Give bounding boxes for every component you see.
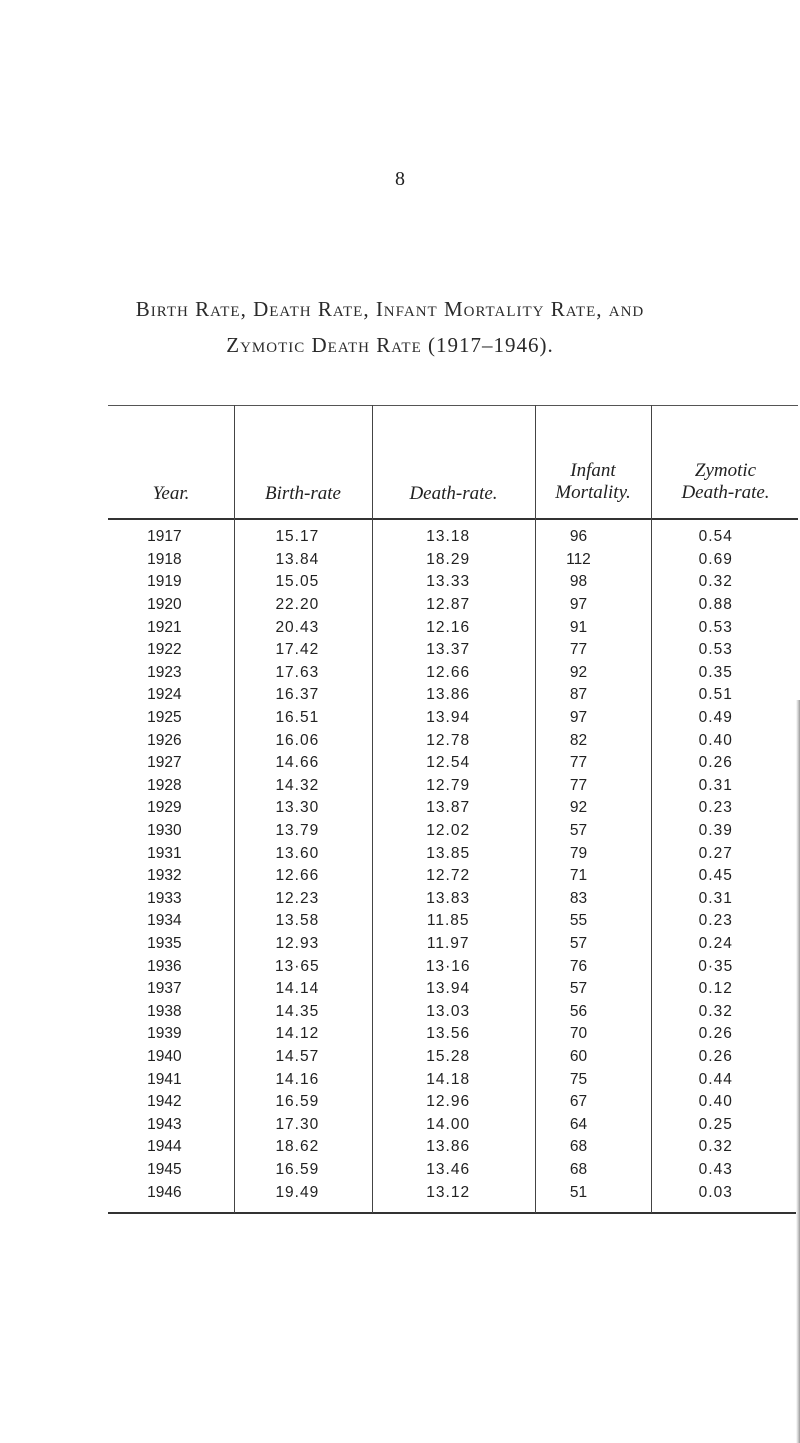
cell-death-rate: 13.86	[426, 686, 471, 704]
table-row	[105, 888, 800, 911]
table-row	[105, 978, 800, 1001]
cell-infant-mortality: 83	[569, 889, 588, 907]
table-row	[105, 933, 800, 956]
table-row	[105, 707, 800, 730]
table-row	[105, 1136, 800, 1159]
cell-death-rate: 13.94	[426, 980, 471, 998]
cell-zymotic-death-rate: 0.23	[698, 799, 733, 817]
cell-birth-rate: 13.84	[275, 550, 320, 568]
cell-infant-mortality: 57	[569, 822, 588, 840]
cell-year: 1945	[147, 1160, 182, 1178]
cell-birth-rate: 15.17	[275, 528, 320, 546]
cell-year: 1929	[147, 799, 182, 817]
table-row	[105, 820, 800, 843]
cell-year: 1918	[147, 550, 182, 568]
cell-death-rate: 13.18	[426, 528, 471, 546]
cell-zymotic-death-rate: 0.51	[698, 686, 733, 704]
cell-death-rate: 15.28	[426, 1047, 471, 1065]
cell-zymotic-death-rate: 0.31	[698, 776, 733, 794]
cell-year: 1930	[147, 822, 182, 840]
cell-death-rate: 13.56	[426, 1025, 471, 1043]
table-row	[105, 1113, 800, 1136]
cell-zymotic-death-rate: 0.39	[698, 822, 733, 840]
cell-birth-rate: 14.16	[275, 1070, 320, 1088]
header-year-label: Year.	[152, 483, 190, 504]
table-row	[105, 752, 800, 775]
table-row	[105, 1091, 800, 1114]
header-infant-line-2: Mortality.	[555, 482, 631, 503]
cell-infant-mortality: 75	[569, 1070, 588, 1088]
header-zymotic-death-rate	[651, 460, 800, 504]
cell-birth-rate: 14.35	[275, 1002, 320, 1020]
cell-death-rate: 14.00	[426, 1115, 471, 1133]
cell-infant-mortality: 55	[569, 912, 588, 930]
cell-year: 1922	[147, 641, 182, 659]
cell-death-rate: 12.78	[426, 731, 471, 749]
cell-zymotic-death-rate: 0.32	[698, 1138, 733, 1156]
cell-year: 1935	[147, 934, 182, 952]
cell-death-rate: 12.66	[426, 663, 471, 681]
cell-death-rate: 12.02	[426, 822, 471, 840]
bottom-rule	[108, 1212, 798, 1214]
cell-birth-rate: 16.51	[275, 709, 320, 727]
cell-infant-mortality: 77	[569, 641, 588, 659]
cell-zymotic-death-rate: 0·35	[698, 957, 734, 975]
cell-infant-mortality: 97	[569, 709, 588, 727]
cell-birth-rate: 13.58	[275, 912, 320, 930]
table-row	[105, 1046, 800, 1069]
cell-year: 1932	[147, 867, 182, 885]
cell-birth-rate: 17.42	[275, 641, 320, 659]
table-row	[105, 842, 800, 865]
table-row	[105, 684, 800, 707]
cell-death-rate: 12.79	[426, 776, 471, 794]
table-row	[105, 1000, 800, 1023]
cell-infant-mortality: 68	[569, 1138, 588, 1156]
cell-birth-rate: 13·65	[275, 957, 320, 975]
cell-year: 1925	[147, 709, 182, 727]
header-birth-rate	[234, 483, 372, 505]
cell-year: 1938	[147, 1002, 182, 1020]
cell-zymotic-death-rate: 0.53	[698, 641, 733, 659]
cell-birth-rate: 16.59	[275, 1093, 320, 1111]
cell-zymotic-death-rate: 0.03	[698, 1183, 733, 1201]
table-row	[105, 775, 800, 798]
header-zymotic-line-1: Zymotic	[694, 460, 757, 481]
header-death-rate	[372, 483, 535, 505]
cell-infant-mortality: 71	[569, 867, 588, 885]
top-rule	[108, 405, 798, 406]
cell-birth-rate: 14.66	[275, 754, 320, 772]
cell-zymotic-death-rate: 0.32	[698, 1002, 733, 1020]
cell-birth-rate: 16.59	[275, 1160, 320, 1178]
cell-birth-rate: 14.57	[275, 1047, 320, 1065]
cell-infant-mortality: 60	[569, 1047, 588, 1065]
table-row	[105, 797, 800, 820]
cell-year: 1933	[147, 889, 182, 907]
cell-year: 1940	[147, 1047, 182, 1065]
cell-year: 1934	[147, 912, 182, 930]
cell-death-rate: 13.94	[426, 709, 471, 727]
cell-birth-rate: 20.43	[275, 618, 320, 636]
cell-infant-mortality: 70	[569, 1025, 588, 1043]
table-row	[105, 910, 800, 933]
cell-death-rate: 11.85	[426, 912, 470, 930]
cell-birth-rate: 22.20	[275, 596, 320, 614]
cell-birth-rate: 15.05	[275, 573, 320, 591]
cell-birth-rate: 13.30	[275, 799, 320, 817]
cell-death-rate: 13.83	[426, 889, 471, 907]
cell-year: 1926	[147, 731, 182, 749]
table-row	[105, 594, 800, 617]
table-row	[105, 662, 800, 685]
cell-zymotic-death-rate: 0.27	[698, 844, 733, 862]
table-row	[105, 1068, 800, 1091]
table-row	[105, 955, 800, 978]
cell-death-rate: 12.72	[426, 867, 471, 885]
cell-birth-rate: 17.63	[275, 663, 320, 681]
cell-year: 1919	[147, 573, 182, 591]
table-row	[105, 865, 800, 888]
table-title-line-2: Zymotic Death Rate (1917–1946).	[226, 333, 554, 357]
cell-death-rate: 13.87	[426, 799, 471, 817]
cell-death-rate: 13.03	[426, 1002, 471, 1020]
cell-birth-rate: 16.06	[275, 731, 320, 749]
cell-zymotic-death-rate: 0.26	[698, 1025, 733, 1043]
table-row	[105, 639, 800, 662]
cell-zymotic-death-rate: 0.25	[698, 1115, 733, 1133]
cell-infant-mortality: 92	[569, 799, 588, 817]
cell-infant-mortality: 64	[569, 1115, 588, 1133]
cell-infant-mortality: 97	[569, 596, 588, 614]
page-number: 8	[395, 168, 405, 190]
cell-infant-mortality: 91	[569, 618, 588, 636]
cell-zymotic-death-rate: 0.49	[698, 709, 733, 727]
cell-zymotic-death-rate: 0.44	[698, 1070, 733, 1088]
cell-birth-rate: 14.14	[275, 980, 320, 998]
cell-infant-mortality: 112	[566, 550, 591, 568]
cell-infant-mortality: 67	[569, 1093, 588, 1111]
cell-zymotic-death-rate: 0.23	[698, 912, 733, 930]
cell-infant-mortality: 76	[569, 957, 588, 975]
header-death-rate-label: Death-rate.	[409, 483, 498, 504]
cell-zymotic-death-rate: 0.12	[698, 980, 733, 998]
cell-zymotic-death-rate: 0.69	[698, 550, 733, 568]
table-row	[105, 571, 800, 594]
cell-year: 1939	[147, 1025, 182, 1043]
cell-infant-mortality: 87	[569, 686, 588, 704]
cell-zymotic-death-rate: 0.26	[698, 1047, 733, 1065]
header-birth-rate-label: Birth-rate	[265, 483, 341, 504]
cell-death-rate: 18.29	[426, 550, 471, 568]
cell-zymotic-death-rate: 0.31	[698, 889, 733, 907]
cell-year: 1941	[147, 1070, 182, 1088]
cell-zymotic-death-rate: 0.35	[698, 663, 733, 681]
header-year	[108, 483, 234, 505]
cell-year: 1921	[147, 618, 182, 636]
cell-infant-mortality: 77	[569, 776, 588, 794]
cell-year: 1923	[147, 663, 182, 681]
cell-birth-rate: 12.93	[275, 934, 320, 952]
cell-birth-rate: 19.49	[275, 1183, 320, 1201]
cell-zymotic-death-rate: 0.54	[698, 528, 733, 546]
header-infant-mortality	[535, 460, 651, 504]
header-rule	[108, 518, 798, 520]
table-row	[105, 729, 800, 752]
cell-infant-mortality: 68	[569, 1160, 588, 1178]
rates-table-body	[105, 526, 800, 1204]
table-title-line-1: Birth Rate, Death Rate, Infant Mortality Rate, and	[135, 297, 645, 321]
cell-death-rate: 12.96	[426, 1093, 471, 1111]
cell-zymotic-death-rate: 0.26	[698, 754, 733, 772]
table-row	[105, 549, 800, 572]
cell-birth-rate: 13.60	[275, 844, 320, 862]
cell-death-rate: 13.33	[426, 573, 471, 591]
cell-infant-mortality: 57	[569, 934, 588, 952]
cell-year: 1924	[147, 686, 182, 704]
cell-year: 1936	[147, 957, 182, 975]
header-zymotic-line-2: Death-rate.	[681, 482, 770, 503]
cell-zymotic-death-rate: 0.24	[698, 934, 733, 952]
cell-birth-rate: 12.23	[275, 889, 320, 907]
cell-infant-mortality: 92	[569, 663, 588, 681]
cell-year: 1920	[147, 596, 182, 614]
cell-year: 1942	[147, 1093, 182, 1111]
cell-death-rate: 11.97	[426, 934, 470, 952]
cell-zymotic-death-rate: 0.32	[698, 573, 733, 591]
header-infant-line-1: Infant	[570, 460, 616, 481]
cell-year: 1931	[147, 844, 182, 862]
table-row	[105, 1159, 800, 1182]
cell-death-rate: 12.54	[426, 754, 471, 772]
cell-infant-mortality: 57	[569, 980, 588, 998]
cell-year: 1927	[147, 754, 182, 772]
cell-infant-mortality: 96	[569, 528, 588, 546]
cell-death-rate: 14.18	[426, 1070, 471, 1088]
table-row	[105, 616, 800, 639]
cell-birth-rate: 13.79	[275, 822, 320, 840]
cell-birth-rate: 12.66	[275, 867, 320, 885]
cell-death-rate: 12.16	[426, 618, 471, 636]
cell-birth-rate: 16.37	[275, 686, 320, 704]
cell-zymotic-death-rate: 0.40	[698, 731, 733, 749]
cell-death-rate: 13·16	[425, 957, 471, 975]
cell-zymotic-death-rate: 0.88	[698, 596, 733, 614]
cell-infant-mortality: 51	[569, 1183, 588, 1201]
cell-zymotic-death-rate: 0.45	[698, 867, 733, 885]
cell-birth-rate: 18.62	[275, 1138, 320, 1156]
cell-birth-rate: 14.32	[275, 776, 320, 794]
cell-zymotic-death-rate: 0.43	[698, 1160, 733, 1178]
rates-table	[105, 526, 800, 1204]
table-row	[105, 526, 800, 549]
cell-death-rate: 13.46	[426, 1160, 471, 1178]
cell-death-rate: 13.86	[426, 1138, 471, 1156]
table-row	[105, 1023, 800, 1046]
cell-infant-mortality: 82	[569, 731, 588, 749]
cell-zymotic-death-rate: 0.53	[698, 618, 733, 636]
cell-infant-mortality: 56	[569, 1002, 588, 1020]
cell-infant-mortality: 98	[569, 573, 588, 591]
cell-year: 1937	[147, 980, 182, 998]
cell-year: 1928	[147, 776, 182, 794]
cell-year: 1944	[147, 1138, 182, 1156]
cell-year: 1946	[147, 1183, 182, 1201]
cell-birth-rate: 17.30	[275, 1115, 320, 1133]
cell-birth-rate: 14.12	[275, 1025, 320, 1043]
cell-death-rate: 13.85	[426, 844, 471, 862]
cell-year: 1943	[147, 1115, 182, 1133]
cell-zymotic-death-rate: 0.40	[698, 1093, 733, 1111]
table-row	[105, 1181, 800, 1204]
cell-infant-mortality: 77	[569, 754, 588, 772]
cell-death-rate: 13.37	[426, 641, 471, 659]
scan-edge-shadow	[796, 700, 800, 1443]
cell-infant-mortality: 79	[569, 844, 588, 862]
cell-death-rate: 12.87	[426, 596, 471, 614]
cell-death-rate: 13.12	[426, 1183, 471, 1201]
cell-year: 1917	[147, 528, 182, 546]
